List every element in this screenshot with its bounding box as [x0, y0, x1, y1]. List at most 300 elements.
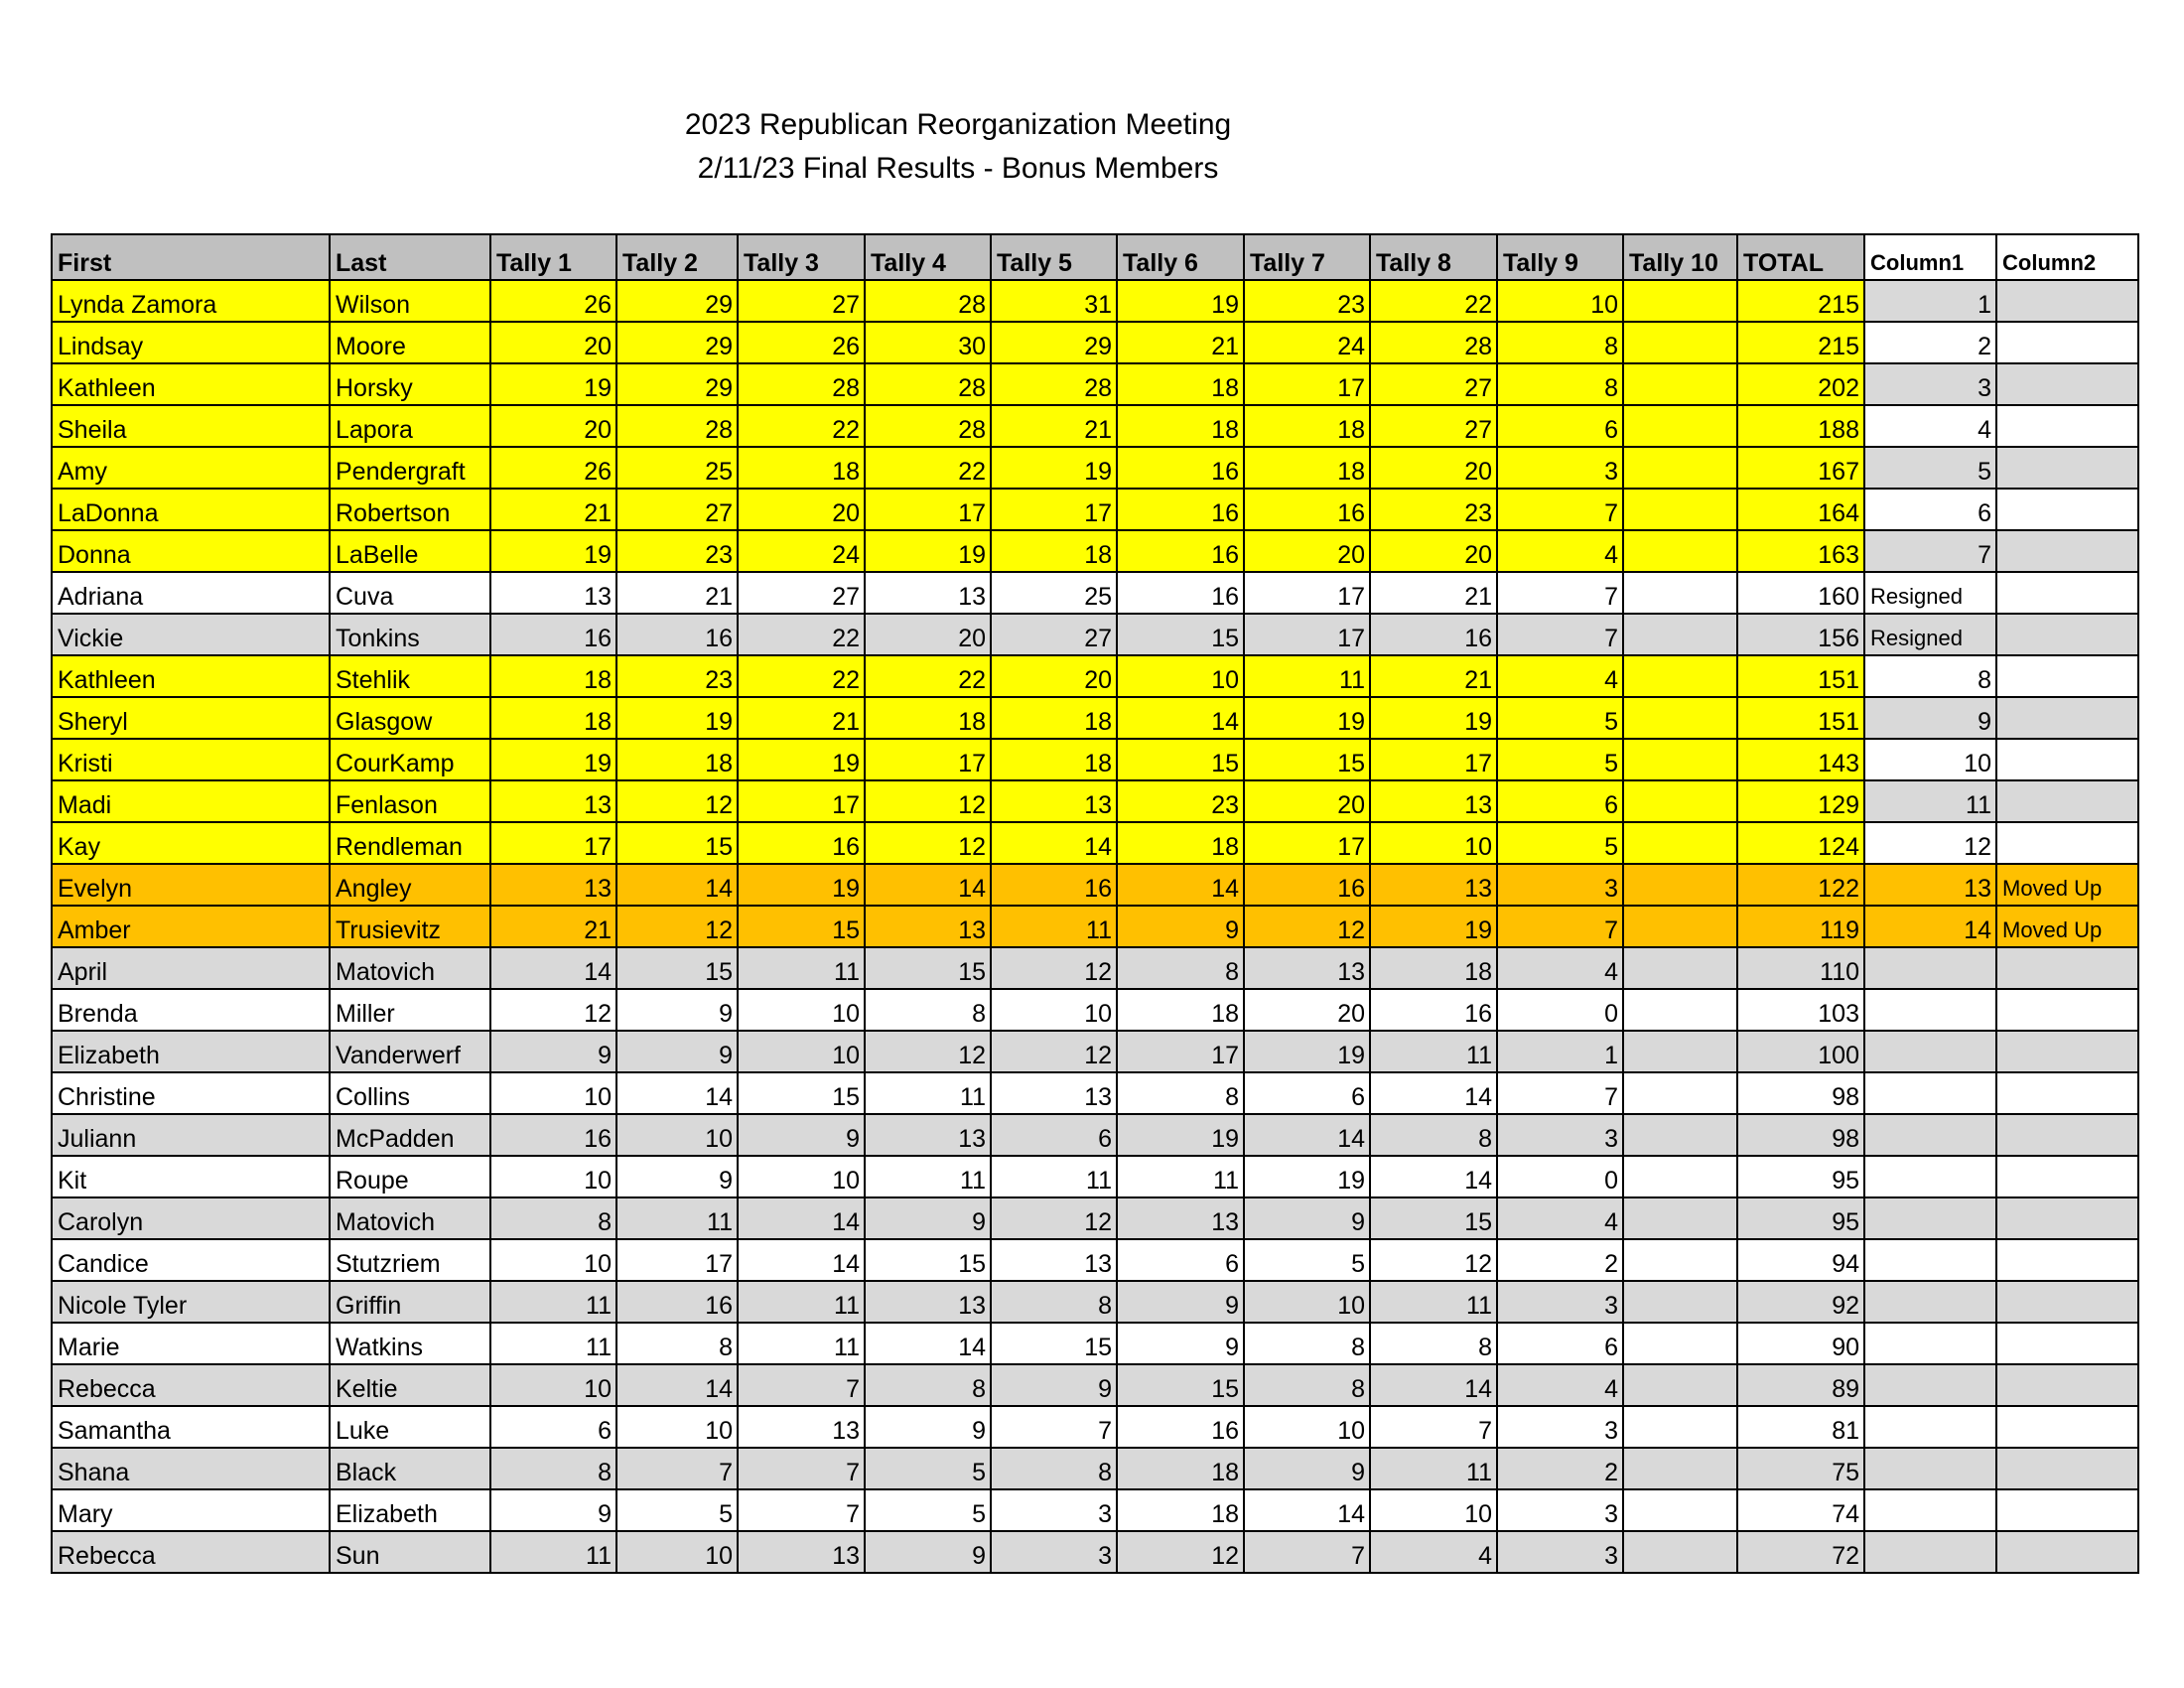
tally-4-cell: 15: [865, 947, 991, 989]
column1-cell: 13: [1864, 864, 1996, 906]
tally-2-cell: 23: [616, 655, 738, 697]
tally-10-cell: [1623, 1364, 1737, 1406]
table-row: [52, 947, 2138, 989]
tally-4-cell: 8: [865, 989, 991, 1031]
tally-9-cell: 4: [1497, 1364, 1623, 1406]
column2-cell: [1996, 1531, 2138, 1573]
tally-10-cell: [1623, 655, 1737, 697]
last-name-cell: Collins: [330, 1072, 490, 1114]
tally-7-cell: 17: [1244, 822, 1370, 864]
tally-4-cell: 28: [865, 405, 991, 447]
tally-4-cell: 30: [865, 322, 991, 363]
tally-3-cell: 16: [738, 822, 865, 864]
tally-1-cell: 17: [490, 822, 616, 864]
tally-8-cell: 22: [1370, 280, 1497, 322]
tally-7-cell: 8: [1244, 1364, 1370, 1406]
first-name-cell: Shana: [52, 1448, 330, 1489]
column1-cell: [1864, 1406, 1996, 1448]
last-name-cell: Stutzriem: [330, 1239, 490, 1281]
table-row: [52, 1031, 2138, 1072]
last-name-cell: CourKamp: [330, 739, 490, 780]
column1-cell: 8: [1864, 655, 1996, 697]
tally-7-cell: 15: [1244, 739, 1370, 780]
tally-9-cell: 4: [1497, 655, 1623, 697]
tally-10-cell: [1623, 530, 1737, 572]
tally-2-cell: 9: [616, 1156, 738, 1197]
tally-5-cell: 11: [991, 906, 1117, 947]
tally-5-cell: 15: [991, 1323, 1117, 1364]
first-name-cell: Kathleen: [52, 655, 330, 697]
table-row: [52, 322, 2138, 363]
column2-cell: [1996, 405, 2138, 447]
tally-6-cell: 14: [1117, 697, 1244, 739]
tally-10-cell: [1623, 614, 1737, 655]
table-row: [52, 530, 2138, 572]
last-name-cell: Roupe: [330, 1156, 490, 1197]
tally-8-cell: 10: [1370, 1489, 1497, 1531]
column1-cell: 3: [1864, 363, 1996, 405]
tally-10-cell: [1623, 1114, 1737, 1156]
first-name-cell: Rebecca: [52, 1364, 330, 1406]
total-cell: 188: [1737, 405, 1864, 447]
tally-8-cell: 13: [1370, 780, 1497, 822]
tally-10-cell: [1623, 1197, 1737, 1239]
tally-3-cell: 19: [738, 864, 865, 906]
tally-9-cell: 6: [1497, 780, 1623, 822]
column1-cell: 7: [1864, 530, 1996, 572]
tally-10-cell: [1623, 1031, 1737, 1072]
first-name-cell: Kathleen: [52, 363, 330, 405]
tally-3-cell: 15: [738, 906, 865, 947]
tally-10-cell: [1623, 280, 1737, 322]
tally-1-cell: 12: [490, 989, 616, 1031]
column2-cell: [1996, 1448, 2138, 1489]
tally-5-cell: 14: [991, 822, 1117, 864]
tally-8-cell: 8: [1370, 1323, 1497, 1364]
tally-9-cell: 4: [1497, 530, 1623, 572]
tally-4-cell: 12: [865, 780, 991, 822]
table-row: [52, 697, 2138, 739]
column1-cell: 9: [1864, 697, 1996, 739]
column1-cell: 1: [1864, 280, 1996, 322]
table-row: [52, 989, 2138, 1031]
tally-9-cell: 3: [1497, 447, 1623, 489]
total-cell: 202: [1737, 363, 1864, 405]
first-name-cell: Lynda Zamora: [52, 280, 330, 322]
column1-cell: [1864, 989, 1996, 1031]
first-name-cell: Rebecca: [52, 1531, 330, 1573]
tally-1-cell: 13: [490, 780, 616, 822]
tally-4-cell: 11: [865, 1156, 991, 1197]
header-tally-3: Tally 3: [738, 234, 865, 280]
last-name-cell: Stehlik: [330, 655, 490, 697]
total-cell: 74: [1737, 1489, 1864, 1531]
tally-5-cell: 16: [991, 864, 1117, 906]
header-tally-5: Tally 5: [991, 234, 1117, 280]
tally-2-cell: 23: [616, 530, 738, 572]
tally-2-cell: 29: [616, 322, 738, 363]
column2-cell: [1996, 1072, 2138, 1114]
tally-3-cell: 17: [738, 780, 865, 822]
tally-7-cell: 23: [1244, 280, 1370, 322]
tally-8-cell: 16: [1370, 989, 1497, 1031]
first-name-cell: Amber: [52, 906, 330, 947]
tally-7-cell: 5: [1244, 1239, 1370, 1281]
column2-cell: [1996, 1197, 2138, 1239]
tally-4-cell: 19: [865, 530, 991, 572]
tally-8-cell: 27: [1370, 405, 1497, 447]
tally-8-cell: 15: [1370, 1197, 1497, 1239]
total-cell: 164: [1737, 489, 1864, 530]
first-name-cell: Lindsay: [52, 322, 330, 363]
tally-8-cell: 20: [1370, 447, 1497, 489]
last-name-cell: LaBelle: [330, 530, 490, 572]
tally-2-cell: 14: [616, 864, 738, 906]
tally-8-cell: 19: [1370, 697, 1497, 739]
header-tally-10: Tally 10: [1623, 234, 1737, 280]
tally-7-cell: 17: [1244, 572, 1370, 614]
total-cell: 122: [1737, 864, 1864, 906]
column1-cell: 4: [1864, 405, 1996, 447]
column2-cell: [1996, 739, 2138, 780]
tally-1-cell: 13: [490, 864, 616, 906]
total-cell: 98: [1737, 1072, 1864, 1114]
header-first: First: [52, 234, 330, 280]
tally-7-cell: 24: [1244, 322, 1370, 363]
column2-cell: [1996, 780, 2138, 822]
tally-9-cell: 1: [1497, 1031, 1623, 1072]
tally-8-cell: 4: [1370, 1531, 1497, 1573]
tally-2-cell: 11: [616, 1197, 738, 1239]
tally-1-cell: 19: [490, 363, 616, 405]
header-column2: Column2: [1996, 234, 2138, 280]
tally-10-cell: [1623, 1406, 1737, 1448]
tally-9-cell: 3: [1497, 1489, 1623, 1531]
tally-6-cell: 16: [1117, 530, 1244, 572]
header-tally-8: Tally 8: [1370, 234, 1497, 280]
results-table: [51, 233, 2139, 1574]
tally-10-cell: [1623, 780, 1737, 822]
table-row: [52, 1406, 2138, 1448]
column2-cell: [1996, 280, 2138, 322]
column2-cell: [1996, 655, 2138, 697]
tally-9-cell: 5: [1497, 697, 1623, 739]
total-cell: 110: [1737, 947, 1864, 989]
column1-cell: Resigned: [1864, 572, 1996, 614]
tally-2-cell: 27: [616, 489, 738, 530]
tally-1-cell: 8: [490, 1197, 616, 1239]
tally-7-cell: 14: [1244, 1114, 1370, 1156]
tally-8-cell: 19: [1370, 906, 1497, 947]
tally-8-cell: 7: [1370, 1406, 1497, 1448]
column1-cell: [1864, 1156, 1996, 1197]
tally-2-cell: 29: [616, 363, 738, 405]
column2-cell: [1996, 1364, 2138, 1406]
tally-4-cell: 11: [865, 1072, 991, 1114]
tally-10-cell: [1623, 1531, 1737, 1573]
column1-cell: [1864, 1072, 1996, 1114]
column1-cell: 11: [1864, 780, 1996, 822]
tally-5-cell: 20: [991, 655, 1117, 697]
tally-5-cell: 3: [991, 1531, 1117, 1573]
tally-8-cell: 14: [1370, 1364, 1497, 1406]
column2-cell: [1996, 822, 2138, 864]
tally-3-cell: 22: [738, 405, 865, 447]
tally-4-cell: 17: [865, 739, 991, 780]
tally-3-cell: 20: [738, 489, 865, 530]
tally-2-cell: 10: [616, 1531, 738, 1573]
tally-4-cell: 12: [865, 822, 991, 864]
tally-3-cell: 11: [738, 1323, 865, 1364]
last-name-cell: Watkins: [330, 1323, 490, 1364]
column1-cell: [1864, 1323, 1996, 1364]
column1-cell: [1864, 1031, 1996, 1072]
last-name-cell: Fenlason: [330, 780, 490, 822]
header-tally-1: Tally 1: [490, 234, 616, 280]
tally-8-cell: 11: [1370, 1281, 1497, 1323]
first-name-cell: Candice: [52, 1239, 330, 1281]
tally-1-cell: 26: [490, 280, 616, 322]
table-row: [52, 864, 2138, 906]
tally-3-cell: 15: [738, 1072, 865, 1114]
first-name-cell: Kristi: [52, 739, 330, 780]
total-cell: 160: [1737, 572, 1864, 614]
tally-7-cell: 8: [1244, 1323, 1370, 1364]
tally-4-cell: 17: [865, 489, 991, 530]
tally-2-cell: 19: [616, 697, 738, 739]
column1-cell: 10: [1864, 739, 1996, 780]
table-row: [52, 405, 2138, 447]
total-cell: 163: [1737, 530, 1864, 572]
tally-5-cell: 9: [991, 1364, 1117, 1406]
tally-1-cell: 14: [490, 947, 616, 989]
last-name-cell: Pendergraft: [330, 447, 490, 489]
tally-10-cell: [1623, 864, 1737, 906]
tally-6-cell: 14: [1117, 864, 1244, 906]
tally-2-cell: 15: [616, 947, 738, 989]
column2-cell: [1996, 1281, 2138, 1323]
header-total: TOTAL: [1737, 234, 1864, 280]
tally-10-cell: [1623, 1072, 1737, 1114]
tally-6-cell: 9: [1117, 906, 1244, 947]
tally-5-cell: 8: [991, 1448, 1117, 1489]
tally-5-cell: 12: [991, 947, 1117, 989]
tally-10-cell: [1623, 1239, 1737, 1281]
header-tally-7: Tally 7: [1244, 234, 1370, 280]
tally-6-cell: 10: [1117, 655, 1244, 697]
tally-7-cell: 12: [1244, 906, 1370, 947]
column1-cell: [1864, 1489, 1996, 1531]
tally-3-cell: 27: [738, 572, 865, 614]
column2-cell: [1996, 989, 2138, 1031]
total-cell: 151: [1737, 655, 1864, 697]
last-name-cell: Tonkins: [330, 614, 490, 655]
table-row: [52, 1239, 2138, 1281]
column1-cell: [1864, 947, 1996, 989]
tally-4-cell: 9: [865, 1197, 991, 1239]
first-name-cell: Adriana: [52, 572, 330, 614]
tally-5-cell: 18: [991, 739, 1117, 780]
tally-8-cell: 8: [1370, 1114, 1497, 1156]
table-row: [52, 1281, 2138, 1323]
column1-cell: [1864, 1114, 1996, 1156]
tally-2-cell: 9: [616, 1031, 738, 1072]
tally-10-cell: [1623, 572, 1737, 614]
last-name-cell: Griffin: [330, 1281, 490, 1323]
column1-cell: Resigned: [1864, 614, 1996, 655]
tally-2-cell: 10: [616, 1406, 738, 1448]
tally-5-cell: 7: [991, 1406, 1117, 1448]
tally-9-cell: 3: [1497, 1114, 1623, 1156]
tally-1-cell: 16: [490, 1114, 616, 1156]
tally-2-cell: 18: [616, 739, 738, 780]
table-row: [52, 655, 2138, 697]
tally-9-cell: 5: [1497, 739, 1623, 780]
tally-8-cell: 14: [1370, 1072, 1497, 1114]
tally-1-cell: 19: [490, 530, 616, 572]
column2-cell: [1996, 489, 2138, 530]
column2-cell: [1996, 1156, 2138, 1197]
tally-3-cell: 24: [738, 530, 865, 572]
tally-6-cell: 15: [1117, 1364, 1244, 1406]
tally-10-cell: [1623, 947, 1737, 989]
last-name-cell: Black: [330, 1448, 490, 1489]
tally-6-cell: 9: [1117, 1281, 1244, 1323]
results-body: [52, 280, 2138, 1573]
tally-5-cell: 13: [991, 780, 1117, 822]
first-name-cell: Samantha: [52, 1406, 330, 1448]
tally-8-cell: 27: [1370, 363, 1497, 405]
table-row: [52, 1072, 2138, 1114]
total-cell: 156: [1737, 614, 1864, 655]
column2-cell: [1996, 363, 2138, 405]
tally-3-cell: 10: [738, 1156, 865, 1197]
report-subtitle: 2/11/23 Final Results - Bonus Members: [697, 152, 1219, 185]
tally-5-cell: 17: [991, 489, 1117, 530]
tally-2-cell: 9: [616, 989, 738, 1031]
tally-9-cell: 7: [1497, 906, 1623, 947]
tally-1-cell: 26: [490, 447, 616, 489]
tally-5-cell: 21: [991, 405, 1117, 447]
last-name-cell: Keltie: [330, 1364, 490, 1406]
table-row: [52, 1531, 2138, 1573]
tally-2-cell: 21: [616, 572, 738, 614]
table-row: [52, 1364, 2138, 1406]
tally-9-cell: 3: [1497, 1281, 1623, 1323]
column2-cell: [1996, 1239, 2138, 1281]
tally-2-cell: 8: [616, 1323, 738, 1364]
tally-5-cell: 25: [991, 572, 1117, 614]
last-name-cell: Sun: [330, 1531, 490, 1573]
first-name-cell: Sheryl: [52, 697, 330, 739]
tally-8-cell: 12: [1370, 1239, 1497, 1281]
tally-6-cell: 12: [1117, 1531, 1244, 1573]
tally-4-cell: 5: [865, 1448, 991, 1489]
tally-3-cell: 21: [738, 697, 865, 739]
tally-5-cell: 13: [991, 1072, 1117, 1114]
column2-cell: [1996, 530, 2138, 572]
tally-4-cell: 20: [865, 614, 991, 655]
first-name-cell: Evelyn: [52, 864, 330, 906]
tally-1-cell: 19: [490, 739, 616, 780]
first-name-cell: Kay: [52, 822, 330, 864]
first-name-cell: Juliann: [52, 1114, 330, 1156]
tally-9-cell: 7: [1497, 614, 1623, 655]
header-row: [52, 234, 2138, 280]
tally-5-cell: 8: [991, 1281, 1117, 1323]
tally-3-cell: 7: [738, 1364, 865, 1406]
tally-10-cell: [1623, 1489, 1737, 1531]
total-cell: 75: [1737, 1448, 1864, 1489]
first-name-cell: Mary: [52, 1489, 330, 1531]
total-cell: 129: [1737, 780, 1864, 822]
column1-cell: 5: [1864, 447, 1996, 489]
tally-7-cell: 11: [1244, 655, 1370, 697]
tally-3-cell: 14: [738, 1197, 865, 1239]
header-tally-6: Tally 6: [1117, 234, 1244, 280]
tally-3-cell: 18: [738, 447, 865, 489]
last-name-cell: Moore: [330, 322, 490, 363]
tally-10-cell: [1623, 906, 1737, 947]
tally-5-cell: 18: [991, 697, 1117, 739]
tally-3-cell: 7: [738, 1448, 865, 1489]
total-cell: 215: [1737, 280, 1864, 322]
tally-8-cell: 23: [1370, 489, 1497, 530]
tally-8-cell: 10: [1370, 822, 1497, 864]
total-cell: 119: [1737, 906, 1864, 947]
tally-9-cell: 3: [1497, 1531, 1623, 1573]
column2-cell: [1996, 447, 2138, 489]
tally-5-cell: 31: [991, 280, 1117, 322]
total-cell: 95: [1737, 1156, 1864, 1197]
tally-4-cell: 8: [865, 1364, 991, 1406]
tally-7-cell: 14: [1244, 1489, 1370, 1531]
tally-9-cell: 7: [1497, 489, 1623, 530]
column2-cell: [1996, 1406, 2138, 1448]
tally-2-cell: 16: [616, 614, 738, 655]
tally-1-cell: 21: [490, 906, 616, 947]
tally-9-cell: 6: [1497, 405, 1623, 447]
tally-7-cell: 19: [1244, 1031, 1370, 1072]
tally-4-cell: 22: [865, 447, 991, 489]
tally-10-cell: [1623, 822, 1737, 864]
header-column1: Column1: [1864, 234, 1996, 280]
column2-cell: [1996, 947, 2138, 989]
tally-6-cell: 8: [1117, 1072, 1244, 1114]
tally-1-cell: 21: [490, 489, 616, 530]
tally-10-cell: [1623, 989, 1737, 1031]
total-cell: 81: [1737, 1406, 1864, 1448]
table-row: [52, 614, 2138, 655]
tally-7-cell: 10: [1244, 1406, 1370, 1448]
tally-1-cell: 11: [490, 1323, 616, 1364]
tally-3-cell: 13: [738, 1406, 865, 1448]
tally-4-cell: 13: [865, 906, 991, 947]
tally-9-cell: 7: [1497, 572, 1623, 614]
first-name-cell: Marie: [52, 1323, 330, 1364]
column1-cell: [1864, 1364, 1996, 1406]
tally-7-cell: 19: [1244, 1156, 1370, 1197]
table-row: [52, 906, 2138, 947]
column1-cell: [1864, 1531, 1996, 1573]
tally-6-cell: 19: [1117, 1114, 1244, 1156]
last-name-cell: Luke: [330, 1406, 490, 1448]
tally-4-cell: 13: [865, 1281, 991, 1323]
tally-1-cell: 10: [490, 1239, 616, 1281]
tally-6-cell: 13: [1117, 1197, 1244, 1239]
tally-10-cell: [1623, 1323, 1737, 1364]
column2-cell: [1996, 1489, 2138, 1531]
